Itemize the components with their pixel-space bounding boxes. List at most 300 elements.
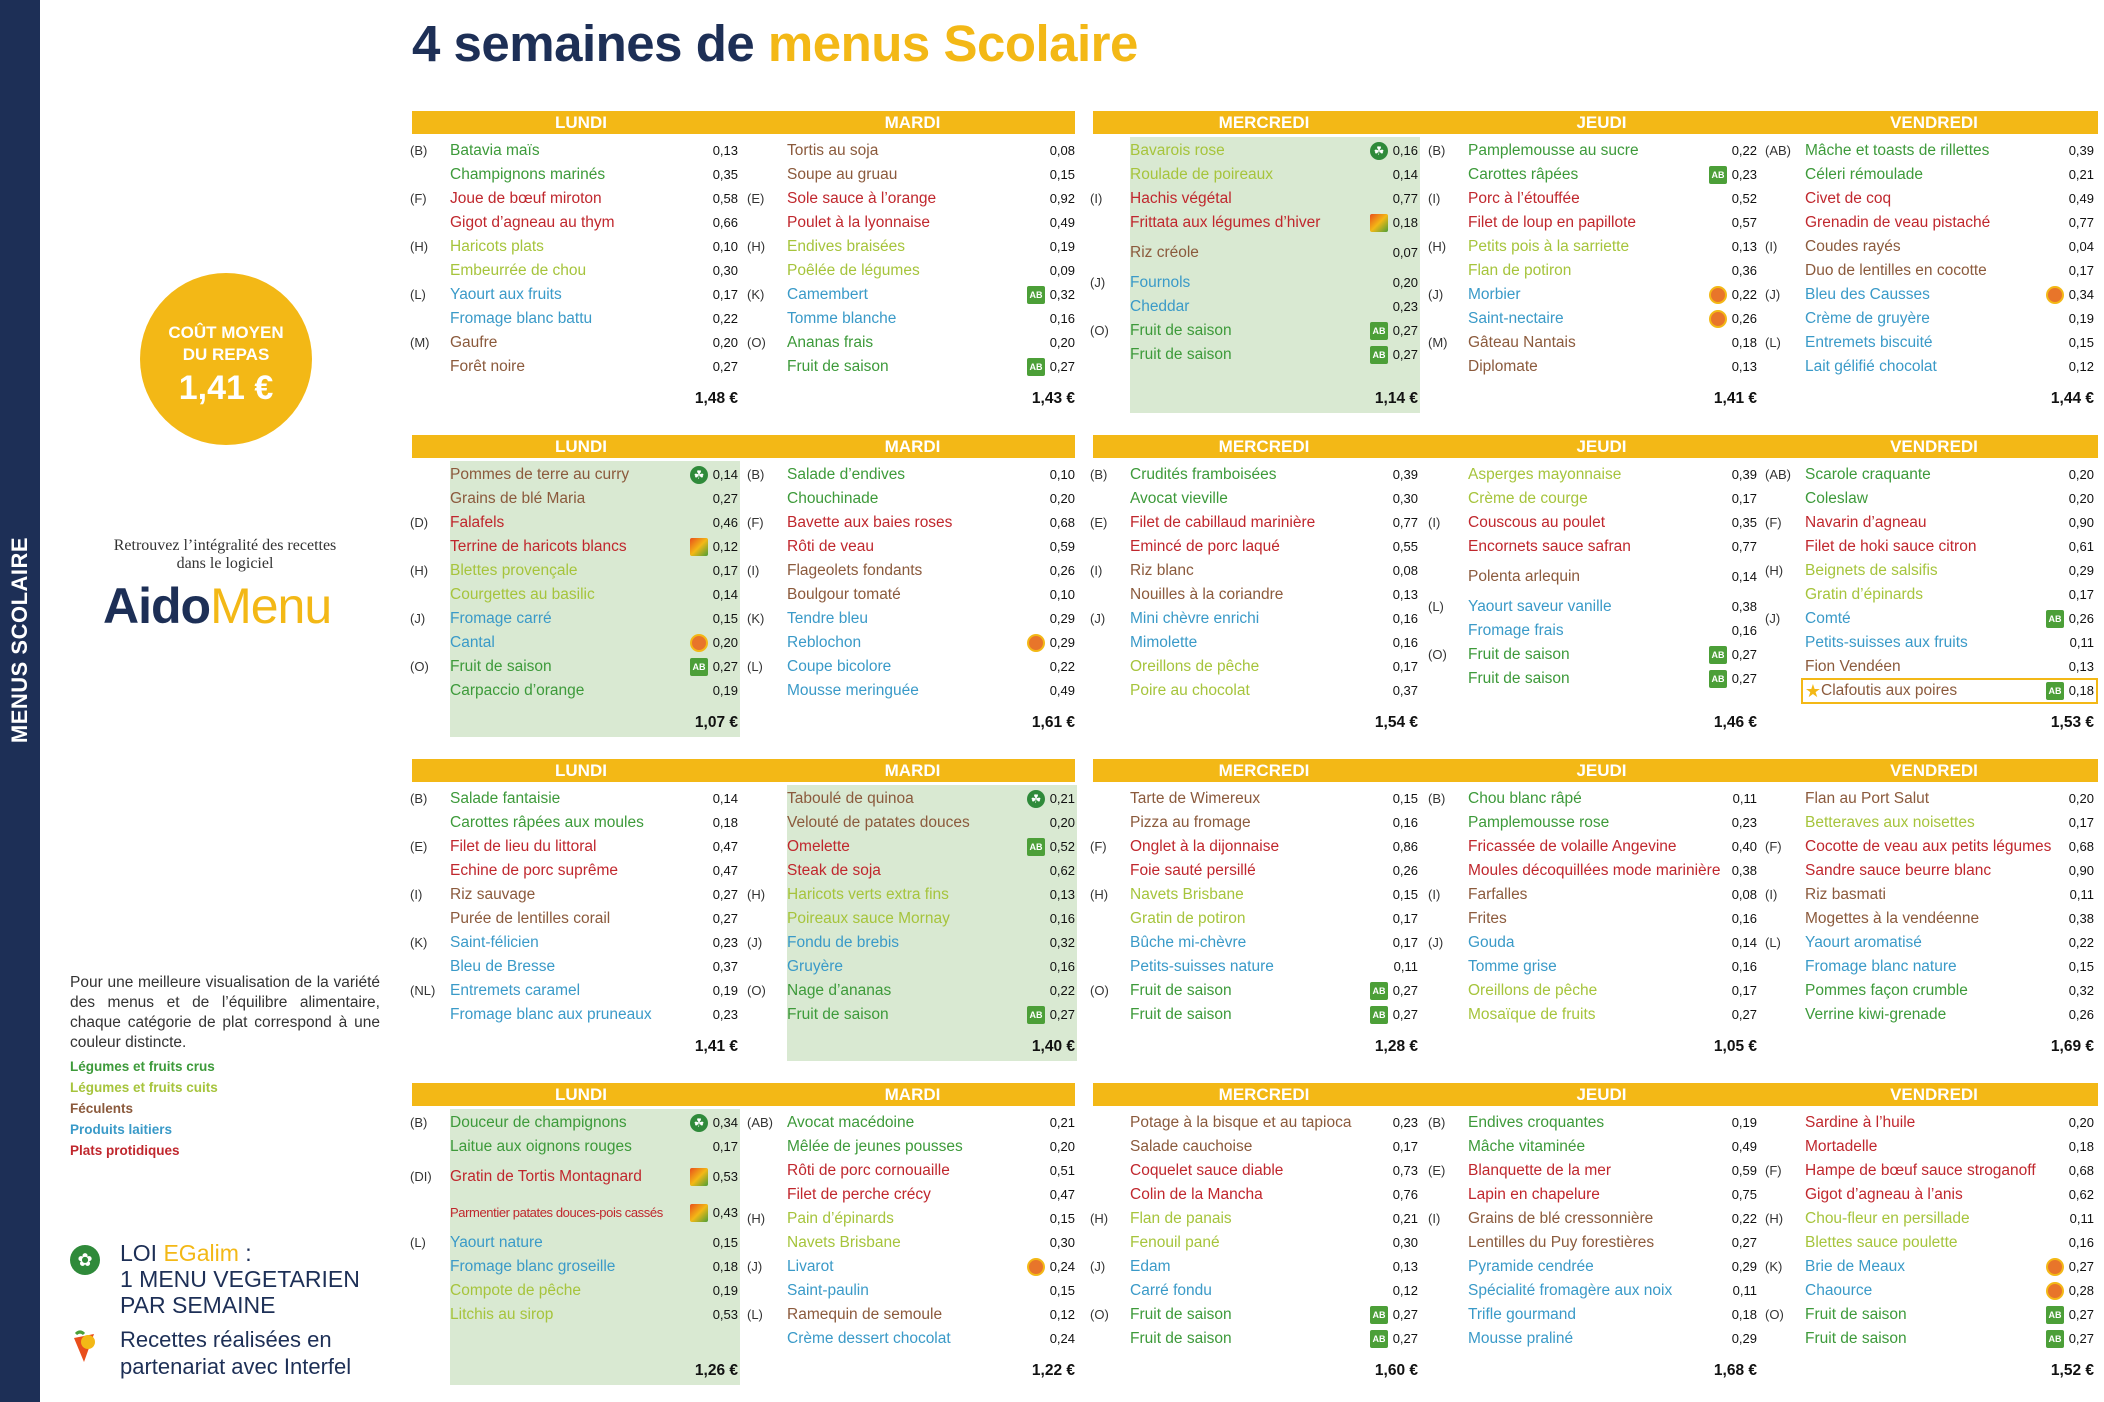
menu-item-dish: Pain d’épinards <box>787 1210 894 1227</box>
menu-item <box>747 1207 1075 1231</box>
menu-item-price: 0,38 <box>1731 599 1757 614</box>
menu-item-dish: Petits-suisses nature <box>1130 958 1274 975</box>
menu-item-price: 0,19 <box>712 683 738 698</box>
menu-item-price: 0,35 <box>712 167 738 182</box>
menu-item-dish: Pyramide cendrée <box>1468 1258 1594 1275</box>
menu-item-code: (F) <box>747 515 764 530</box>
menu-item-price: 0,39 <box>2068 143 2094 158</box>
menu-item-dish: Frites <box>1468 910 1507 927</box>
menu-item <box>1765 355 2094 379</box>
menu-item-price: 0,24 <box>1049 1331 1075 1346</box>
menu-item-dish: Riz basmati <box>1805 886 1886 903</box>
menu-item-dish: Gigot d’agneau à l’anis <box>1805 1186 1963 1203</box>
menu-item <box>747 883 1075 907</box>
menu-item-price: 0,18 <box>2068 683 2094 698</box>
egalim-line3: PAR SEMAINE <box>120 1292 276 1318</box>
menu-item-dish: Douceur de champignons <box>450 1114 627 1131</box>
menu-item-price: 0,62 <box>2068 1187 2094 1202</box>
menu-item <box>410 1303 738 1327</box>
menu-item <box>410 1231 738 1255</box>
day-total: 1,41 € <box>1713 390 1757 407</box>
menu-item <box>410 535 738 559</box>
menu-item <box>1428 1231 1757 1255</box>
menu-item-dish: Grenadin de veau pistaché <box>1805 214 1991 231</box>
menu-item-price: 0,14 <box>1731 935 1757 950</box>
menu-item-dish: Batavia maïs <box>450 142 540 159</box>
menu-item <box>1090 1303 1418 1327</box>
menu-item-price: 0,27 <box>1392 983 1418 998</box>
menu-item-price: 0,27 <box>712 359 738 374</box>
menu-item <box>410 679 738 703</box>
menu-item-price: 0,27 <box>712 659 738 674</box>
menu-item-dish: Riz blanc <box>1130 562 1194 579</box>
day-total: 1,40 € <box>1031 1038 1075 1055</box>
menu-item <box>1090 211 1418 235</box>
menu-item <box>1428 187 1757 211</box>
menu-item-price: 0,19 <box>712 1283 738 1298</box>
cost-label-line2: DU REPAS <box>182 345 270 364</box>
menu-item-price: 0,13 <box>1049 887 1075 902</box>
menu-item-dish: Embeurrée de chou <box>450 262 587 279</box>
menu-item-dish: Poulet à la lyonnaise <box>787 214 931 231</box>
menu-item-dish: Potage à la bisque et au tapioca <box>1130 1114 1352 1131</box>
menu-item <box>410 283 738 307</box>
menu-item-price: 0,15 <box>2068 959 2094 974</box>
menu-item-code: (AB) <box>1765 467 1791 482</box>
menu-item-code: (B) <box>1428 143 1446 158</box>
menu-item-dish: Crudités framboisées <box>1130 466 1277 483</box>
menu-item <box>410 787 738 811</box>
menu-item <box>1090 343 1418 367</box>
menu-item <box>1765 955 2094 979</box>
menu-item <box>1428 463 1757 487</box>
day-header-lundi: LUNDI <box>412 111 750 134</box>
menu-item <box>1090 1159 1418 1183</box>
menu-item <box>1090 487 1418 511</box>
menu-item-code: (O) <box>1090 323 1109 338</box>
menu-item <box>1428 1255 1757 1279</box>
menu-item <box>1428 835 1757 859</box>
menu-item-dish: Fruit de saison <box>1130 346 1232 363</box>
menu-item-dish: Chou blanc râpé <box>1468 790 1582 807</box>
menu-item <box>1090 931 1418 955</box>
menu-item-price: 0,59 <box>1731 1163 1757 1178</box>
menu-item-dish: Bûche mi-chèvre <box>1130 934 1247 951</box>
menu-item-dish: Coquelet sauce diable <box>1130 1162 1284 1179</box>
menu-item <box>747 1159 1075 1183</box>
menu-item <box>1765 187 2094 211</box>
menu-item <box>1428 565 1757 589</box>
menu-item-dish: Fruit de saison <box>787 1006 889 1023</box>
menu-item-price: 0,18 <box>1731 1307 1757 1322</box>
menu-item <box>410 511 738 535</box>
menu-item-price: 0,90 <box>2068 863 2094 878</box>
menu-item <box>1765 859 2094 883</box>
day-header-mardi: MARDI <box>750 435 1075 458</box>
menu-item-dish: Cocotte de veau aux petits légumes <box>1805 838 2052 855</box>
menu-item-dish: Poire au chocolat <box>1130 682 1250 699</box>
menu-item-dish: Gâteau Nantais <box>1468 334 1576 351</box>
menu-item <box>1090 1111 1418 1135</box>
menu-item-dish: Frittata aux légumes d’hiver <box>1130 214 1321 231</box>
menu-item <box>1090 1255 1418 1279</box>
menu-item <box>1428 1207 1757 1231</box>
menu-item <box>747 487 1075 511</box>
menu-item-code: (K) <box>410 935 428 950</box>
menu-item-price: 0,17 <box>2068 263 2094 278</box>
menu-item-price: 0,38 <box>2068 911 2094 926</box>
organic-ab-icon: AB <box>2046 1330 2064 1348</box>
menu-item-dish: Ananas frais <box>787 334 874 351</box>
sidebar-band <box>0 0 40 1402</box>
menu-item-dish: Mosaïque de fruits <box>1468 1006 1596 1023</box>
menu-item-code: (I) <box>1428 191 1441 206</box>
menu-item-code: (O) <box>747 983 766 998</box>
menu-item <box>1428 1111 1757 1135</box>
menu-item-price: 0,18 <box>1731 335 1757 350</box>
menu-item-code: (AB) <box>1765 143 1791 158</box>
day-header-mardi: MARDI <box>750 759 1075 782</box>
menu-item-price: 0,20 <box>712 635 738 650</box>
menu-item-code: (I) <box>1428 515 1441 530</box>
menu-item <box>1090 787 1418 811</box>
menu-item-price: 0,12 <box>1392 1283 1418 1298</box>
menu-item <box>1428 235 1757 259</box>
menu-item <box>1090 559 1418 583</box>
menu-item-price: 0,16 <box>1731 623 1757 638</box>
day-total: 1,68 € <box>1713 1362 1757 1379</box>
menu-item-price: 0,14 <box>712 791 738 806</box>
menu-item <box>1765 487 2094 511</box>
menu-item-price: 0,73 <box>1392 1163 1418 1178</box>
menu-item <box>747 931 1075 955</box>
menu-item-price: 0,20 <box>1049 815 1075 830</box>
menu-item <box>1765 235 2094 259</box>
menu-item-code: (I) <box>1090 563 1103 578</box>
menu-item-dish: Gouda <box>1468 934 1515 951</box>
menu-item-dish: Encornets sauce safran <box>1468 538 1631 555</box>
menu-item <box>747 1111 1075 1135</box>
menu-item <box>747 583 1075 607</box>
menu-item <box>1765 583 2094 607</box>
menu-item-price: 0,16 <box>1392 815 1418 830</box>
menu-item-price: 0,17 <box>1392 1139 1418 1154</box>
menu-item-price: 0,39 <box>1392 467 1418 482</box>
menu-item <box>1090 163 1418 187</box>
menu-item-price: 0,62 <box>1049 863 1075 878</box>
day-header-vendredi: VENDREDI <box>1770 1083 2098 1106</box>
menu-item-price: 0,10 <box>1049 587 1075 602</box>
menu-item-price: 0,17 <box>712 287 738 302</box>
menu-item-dish: Diplomate <box>1468 358 1538 375</box>
menu-item <box>747 1327 1075 1351</box>
menu-item <box>1090 1327 1418 1351</box>
menu-item-code: (O) <box>747 335 766 350</box>
vegetarian-leaf-icon: ☘ <box>1027 790 1045 808</box>
menu-item-dish: Soupe au gruau <box>787 166 898 183</box>
menu-item-dish: Flageolets fondants <box>787 562 923 579</box>
menu-item-price: 0,29 <box>1731 1331 1757 1346</box>
menu-item-dish: Onglet à la dijonnaise <box>1130 838 1280 855</box>
menu-item-dish: Foie sauté persillé <box>1130 862 1256 879</box>
menu-item-price: 0,11 <box>2069 635 2094 650</box>
leaf-icon: ✿ <box>70 1245 100 1275</box>
menu-item <box>1428 667 1757 691</box>
menu-item <box>410 163 738 187</box>
menu-item-code: (B) <box>410 791 428 806</box>
menu-item-dish: Civet de coq <box>1805 190 1892 207</box>
star-icon: ★ <box>1804 681 1822 701</box>
menu-item <box>1428 787 1757 811</box>
menu-item <box>1090 607 1418 631</box>
menu-item <box>1765 1255 2094 1279</box>
menu-item <box>747 1003 1075 1027</box>
menu-item-dish: Fruit de saison <box>1130 1306 1232 1323</box>
menu-item-price: 0,77 <box>2068 215 2094 230</box>
menu-item <box>1765 1159 2094 1183</box>
menu-item-price: 0,27 <box>1049 1007 1075 1022</box>
menu-item <box>747 259 1075 283</box>
menu-item <box>410 187 738 211</box>
menu-item-price: 0,27 <box>1731 1235 1757 1250</box>
menu-item-dish: Fenouil pané <box>1130 1234 1220 1251</box>
menu-item <box>1765 1279 2094 1303</box>
menu-item <box>410 355 738 379</box>
menu-item-price: 0,09 <box>1049 263 1075 278</box>
menu-item <box>410 631 738 655</box>
menu-item <box>747 463 1075 487</box>
legend-intro: Pour une meilleure visualisation de la variété des menus et de l’équilibre alimentaire, chaque catégorie de plat correspond à une couleur distincte. <box>70 974 380 1051</box>
menu-item <box>747 535 1075 559</box>
menu-item <box>410 139 738 163</box>
menu-item-dish: Navarin d’agneau <box>1805 514 1927 531</box>
menu-item <box>747 607 1075 631</box>
menu-item-dish: Nouilles à la coriandre <box>1130 586 1284 603</box>
menu-item-price: 0,47 <box>1049 1187 1075 1202</box>
legend-cru: Légumes et fruits crus <box>70 1059 215 1074</box>
menu-item-price: 0,37 <box>712 959 738 974</box>
menu-item-dish: Purée de lentilles corail <box>450 910 611 927</box>
day-total: 1,14 € <box>1374 390 1418 407</box>
menu-item-price: 0,92 <box>1049 191 1075 206</box>
menu-item-price: 0,27 <box>1731 1007 1757 1022</box>
menu-item <box>410 487 738 511</box>
menu-item-price: 0,11 <box>2069 887 2094 902</box>
menu-item <box>1428 1303 1757 1327</box>
menu-item <box>410 559 738 583</box>
organic-ab-icon: AB <box>2046 610 2064 628</box>
menu-item-price: 0,58 <box>712 191 738 206</box>
menu-item <box>1765 787 2094 811</box>
menu-item-code: (L) <box>410 287 426 302</box>
menu-item <box>747 1183 1075 1207</box>
menu-item-code: (L) <box>747 659 763 674</box>
day-header-lundi: LUNDI <box>412 435 750 458</box>
menu-item-dish: Brie de Meaux <box>1805 1258 1905 1275</box>
menu-item-dish: Reblochon <box>787 634 862 651</box>
menu-item <box>410 955 738 979</box>
menu-item-dish: Sandre sauce beurre blanc <box>1805 862 1992 879</box>
menu-item-dish: Nage d’ananas <box>787 982 892 999</box>
menu-item-dish: Sole sauce à l’orange <box>787 190 937 207</box>
menu-item-code: (J) <box>1765 287 1781 302</box>
average-cost-badge <box>140 273 312 445</box>
menu-item-price: 0,10 <box>1049 467 1075 482</box>
menu-item-code: (L) <box>1765 335 1781 350</box>
menu-item-price: 0,30 <box>712 263 738 278</box>
menu-item <box>1090 907 1418 931</box>
menu-item-dish: Fondu de brebis <box>787 934 900 951</box>
menu-item-code: (M) <box>1428 335 1448 350</box>
menu-item-code: (B) <box>1428 791 1446 806</box>
menu-item-price: 0,22 <box>712 311 738 326</box>
menu-item-dish: Rôti de veau <box>787 538 875 555</box>
menu-item-dish: Laitue aux oignons rouges <box>450 1138 632 1155</box>
menu-item-dish: Crème de gruyère <box>1805 310 1930 327</box>
vegetarian-leaf-icon: ☘ <box>1370 142 1388 160</box>
menu-item-dish: Clafoutis aux poires <box>1821 682 1958 699</box>
menu-item-dish: Salade cauchoise <box>1130 1138 1253 1155</box>
menu-item-price: 0,16 <box>2068 1235 2094 1250</box>
menu-item-dish: Filet de perche crécy <box>787 1186 931 1203</box>
menu-item-dish: Joue de bœuf miroton <box>450 190 602 207</box>
menu-item-dish: Carpaccio d’orange <box>450 682 585 699</box>
menu-item-price: 0,75 <box>1731 1187 1757 1202</box>
menu-item-price: 0,17 <box>1392 935 1418 950</box>
menu-item <box>1765 535 2094 559</box>
menu-item-dish: Endives croquantes <box>1468 1114 1605 1131</box>
menu-item-dish: Yaourt nature <box>450 1234 543 1251</box>
menu-item-price: 0,21 <box>1049 1115 1075 1130</box>
menu-item-code: (O) <box>410 659 429 674</box>
egalim-note <box>120 1240 360 1318</box>
menu-item <box>1428 211 1757 235</box>
menu-item-code: (B) <box>410 143 428 158</box>
menu-item-price: 0,18 <box>2068 1139 2094 1154</box>
menu-item <box>747 1279 1075 1303</box>
menu-item-price: 0,16 <box>1731 911 1757 926</box>
menu-item-price: 0,27 <box>1049 359 1075 374</box>
menu-item-dish: Pamplemousse au sucre <box>1468 142 1639 159</box>
menu-item-price: 0,22 <box>1049 659 1075 674</box>
menu-item-price: 0,20 <box>712 335 738 350</box>
menu-item-code: (K) <box>747 611 765 626</box>
menu-item-dish: Chouchinade <box>787 490 879 507</box>
menu-item-dish: Carottes râpées <box>1468 166 1579 183</box>
menu-item-price: 0,19 <box>2068 311 2094 326</box>
menu-item-price: 0,68 <box>1049 515 1075 530</box>
menu-item-dish: Mâche et toasts de rillettes <box>1805 142 1990 159</box>
menu-item <box>747 163 1075 187</box>
menu-item <box>1765 283 2094 307</box>
day-total: 1,22 € <box>1031 1362 1075 1379</box>
menu-item <box>1090 1231 1418 1255</box>
menu-item-dish: Haricots verts extra fins <box>787 886 949 903</box>
menu-item-code: (L) <box>747 1307 763 1322</box>
legend-feculents: Féculents <box>70 1101 134 1116</box>
menu-item-dish: Navets Brisbane <box>787 1234 901 1251</box>
organic-ab-icon: AB <box>1709 670 1727 688</box>
menu-item-price: 0,12 <box>2068 359 2094 374</box>
menu-item-dish: Fruit de saison <box>1805 1306 1907 1323</box>
menu-item-price: 0,14 <box>712 467 738 482</box>
cost-label-line1: COÛT MOYEN <box>168 323 284 342</box>
organic-ab-icon: AB <box>2046 682 2064 700</box>
menu-item <box>1765 259 2094 283</box>
legend-protidiques: Plats protidiques <box>70 1143 180 1158</box>
legend-cuit: Légumes et fruits cuits <box>70 1080 218 1095</box>
menu-item-price: 0,13 <box>1392 1259 1418 1274</box>
menu-item-price: 0,29 <box>1731 1259 1757 1274</box>
menu-item <box>410 979 738 1003</box>
menu-item-dish: Fromage carré <box>450 610 552 627</box>
title-accent: menus Scolaire <box>767 15 1138 72</box>
title-main: 4 semaines de <box>412 15 768 72</box>
menu-item <box>747 331 1075 355</box>
menu-item-dish: Lapin en chapelure <box>1468 1186 1600 1203</box>
menu-item-price: 0,22 <box>1731 143 1757 158</box>
menu-item-price: 0,61 <box>2068 539 2094 554</box>
day-total: 1,61 € <box>1031 714 1075 731</box>
menu-item <box>1090 1279 1418 1303</box>
menu-item-dish: Petits-suisses aux fruits <box>1805 634 1968 651</box>
menu-item <box>410 655 738 679</box>
menu-item-dish: Rôti de porc cornouaille <box>787 1162 950 1179</box>
menu-item-dish: Fruit de saison <box>1130 322 1232 339</box>
menu-item-dish: Oreillons de pêche <box>1130 658 1260 675</box>
menu-item-price: 0,20 <box>1392 275 1418 290</box>
menu-item <box>410 1255 738 1279</box>
menu-item <box>747 283 1075 307</box>
menu-item <box>1765 1231 2094 1255</box>
menu-item-price: 0,47 <box>712 839 738 854</box>
menu-item-price: 0,21 <box>1049 791 1075 806</box>
menu-item <box>1090 955 1418 979</box>
menu-item-dish: Spécialité fromagère aux noix <box>1468 1282 1673 1299</box>
menu-item-price: 0,16 <box>1392 611 1418 626</box>
menu-item-code: (L) <box>410 1235 426 1250</box>
menu-item-price: 0,34 <box>2068 287 2094 302</box>
menu-item-dish: Yaourt saveur vanille <box>1468 598 1612 615</box>
menu-item-price: 0,59 <box>1049 539 1075 554</box>
egalim-prefix: LOI <box>120 1240 164 1266</box>
menu-item-price: 0,07 <box>1392 245 1418 260</box>
menu-item-price: 0,49 <box>1731 1139 1757 1154</box>
menu-item-code: (J) <box>1765 611 1781 626</box>
menu-item-code: (I) <box>1428 1211 1441 1226</box>
day-total: 1,43 € <box>1031 390 1075 407</box>
menu-item-code: (H) <box>747 239 766 254</box>
menu-item-dish: Salade d’endives <box>787 466 906 483</box>
egalim-suffix: : <box>238 1240 252 1266</box>
menu-item-price: 0,27 <box>2068 1331 2094 1346</box>
day-header-lundi: LUNDI <box>412 1083 750 1106</box>
menu-item-price: 0,17 <box>1392 659 1418 674</box>
menu-item <box>410 1135 738 1159</box>
menu-item-price: 0,29 <box>2068 563 2094 578</box>
menu-item-dish: Poêlée de légumes <box>787 262 920 279</box>
menu-item-code: (O) <box>1090 1307 1109 1322</box>
menu-item-price: 0,32 <box>1049 935 1075 950</box>
day-header-mardi: MARDI <box>750 111 1075 134</box>
menu-item-price: 0,76 <box>1392 1187 1418 1202</box>
menu-item <box>1090 631 1418 655</box>
menu-item <box>1090 811 1418 835</box>
menu-item-dish: Coleslaw <box>1805 490 1868 507</box>
menu-item-dish: Endives braisées <box>787 238 906 255</box>
menu-item-price: 0,20 <box>2068 1115 2094 1130</box>
menu-item-dish: Yaourt aux fruits <box>450 286 562 303</box>
